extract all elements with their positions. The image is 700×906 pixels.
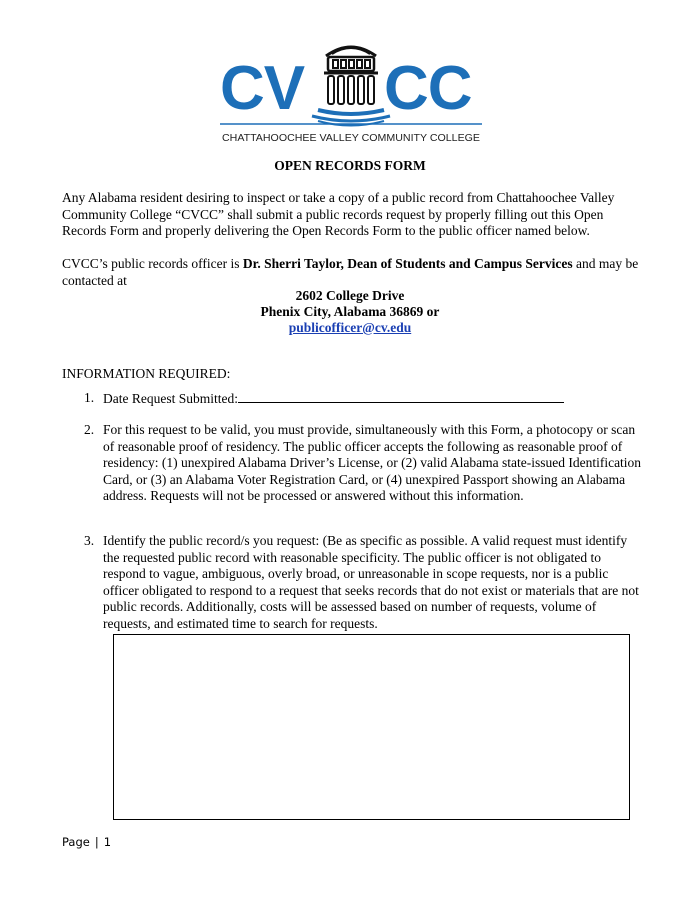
residency-requirement-text: For this request to be valid, you must provide, simultaneously with this Form, a photocopy or scan of reasonable proof of residency. The public officer accepts the following as reasonable proof of residency: (1) unexpired Alabama Driver’s License, or (2) valid Alabama state-issued Identification Card, or (3) an Alabama Voter Registration Card, or (4) unexpired Passport showing an Alabama address. Requests will not be processed or answered without this information. — [103, 422, 642, 503]
logo-letters-left: CV — [220, 54, 305, 123]
page-footer — [62, 835, 111, 849]
page-label: Page — [62, 835, 90, 849]
page-number: 1 — [103, 835, 112, 849]
rotunda-building-icon — [324, 47, 378, 104]
officer-address — [0, 288, 700, 335]
information-required-heading: INFORMATION REQUIRED: — [62, 366, 231, 381]
officer-email-link[interactable]: publicofficer@cv.edu — [288, 319, 412, 335]
page-separator: | — [94, 835, 99, 849]
officer-paragraph — [62, 256, 640, 289]
item-number: 1. — [84, 390, 95, 405]
date-request-field[interactable] — [238, 390, 564, 403]
item-text — [103, 390, 643, 408]
item-number: 3. — [84, 533, 95, 548]
item-number: 2. — [84, 422, 95, 437]
date-request-label: Date Request Submitted: — [103, 391, 238, 406]
logo-college-name: CHATTAHOOCHEE VALLEY COMMUNITY COLLEGE — [222, 132, 480, 144]
requested-records-textarea[interactable] — [113, 634, 630, 820]
officer-suffix: and may be contacted at — [62, 256, 639, 288]
address-street: 2602 College Drive — [295, 288, 405, 303]
records-request-instructions: Identify the public record/s you request: (Be as specific as possible. A valid request must identify the requested public record with reasonable specificity. The public officer is not obligated to respond to vague, ambiguous, overly broad, or unreasonable in scope requests, nor is a public officer obligated to respond to a request that seeks records that do not exist or materials that are not public records. Additionally, costs will be assessed based on number of requests, volume of requests, and estimated time to search for requests. — [103, 533, 639, 631]
cvcc-logo — [220, 40, 482, 150]
address-city: Phenix City, Alabama 36869 or — [260, 303, 440, 319]
logo-steps — [312, 110, 390, 126]
officer-name: Dr. Sherri Taylor, Dean of Students and Campus Services — [242, 256, 573, 271]
form-title: OPEN RECORDS FORM — [274, 158, 426, 173]
logo-letters-right: CC — [384, 54, 472, 123]
officer-prefix: CVCC’s public records officer is — [62, 256, 243, 271]
intro-paragraph: Any Alabama resident desiring to inspect or take a copy of a public record from Chattahoochee Valley Community College “CVCC” shall submit a public records request by properly filling out this Open Records Form and properly delivering the Open Records Form to the public officer named below. — [62, 190, 615, 238]
